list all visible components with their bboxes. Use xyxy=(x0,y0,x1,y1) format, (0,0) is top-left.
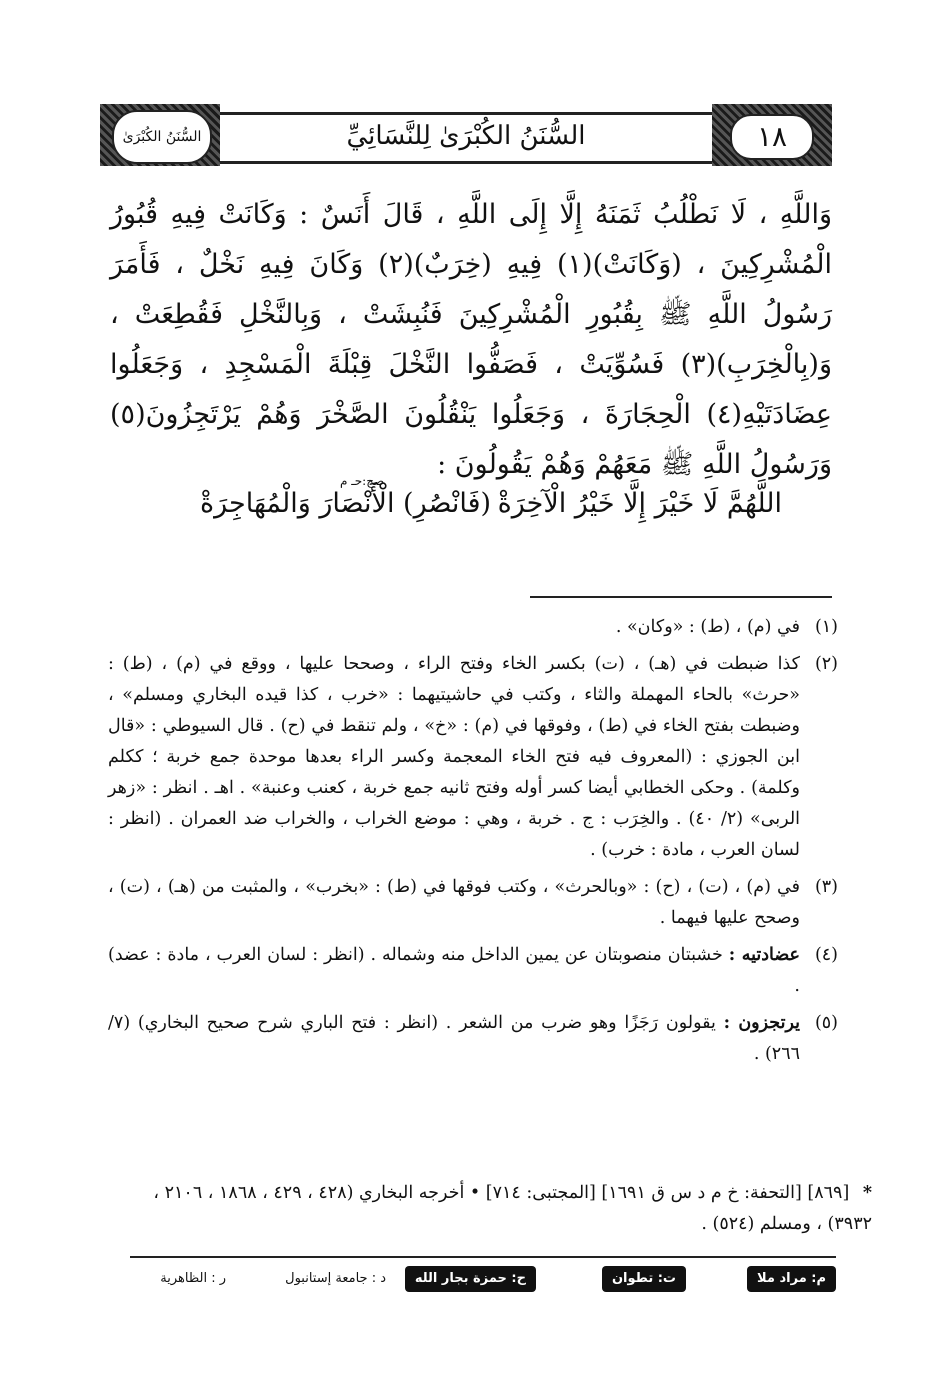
star-icon: * xyxy=(862,1183,872,1203)
hadith-paragraph: وَاللَّهِ ، لَا نَطْلُبُ ثَمَنَهُ إِلَّا إِلَى اللَّهِ ، قَالَ أَنَسٌ : وَكَانَتْ فِيهِ قُبُورُ الْمُشْرِكِينَ ، (وَكَانَتْ)(١) فِيهِ (خِرَبٌ)(٢) وَكَانَ فِيهِ نَخْلٌ ، فَأَمَرَ رَسُولُ اللَّهِ ﷺ بِقُبُورِ الْمُشْرِكِينَ فَنُبِشَتْ ، وَبِالنَّخْلِ فَقُطِعَتْ ، وَ(بِالْخِرَبِ)(٣) فَسُوِّيَتْ ، فَصَفُّوا النَّخْلَ قِبْلَةَ الْمَسْجِدِ ، وَجَعَلُوا عِضَادَتَيْهِ(٤) الْحِجَارَةَ ، وَجَعَلُوا يَنْقُلُونَ الصَّخْرَ وَهُمْ يَرْتَجِزُونَ(٥) وَرَسُولُ اللَّهِ ﷺ مَعَهُمْ وَهُمْ يَقُولُونَ : xyxy=(110,199,832,480)
footnote-number: (٢) xyxy=(814,654,838,674)
takhrij-note xyxy=(108,1178,872,1240)
verse-marker: صح:حـ م xyxy=(340,474,385,488)
footnote-text: في (م) ، (ط) : «وكان» . xyxy=(615,617,800,637)
manuscript-tag-m: م: مراد ملا xyxy=(747,1266,836,1292)
footnote-text: خشبتان منصوبتان عن يمين الداخل منه وشماله . (انظر : لسان العرب ، مادة : عضد) . xyxy=(108,945,800,996)
takhrij-text: [٨٦٩] [التحفة: خ م د س ق ١٦٩١] [المجتبى: ٧١٤] • أخرجه البخاري (٤٢٨ ، ٤٢٩ ، ١٨٦٨ ، ٢١٠٦ ، ٣٩٣٢) ، ومسلم (٥٢٤) . xyxy=(153,1183,872,1234)
manuscript-tag-h: ح: حمزة بجار الله xyxy=(405,1266,536,1292)
footnote xyxy=(108,649,838,866)
footnote xyxy=(108,940,838,1002)
main-text xyxy=(110,190,832,490)
footnote-term: يرتجزون : xyxy=(723,1013,800,1033)
footnote xyxy=(108,872,838,934)
footnote-separator xyxy=(530,596,832,598)
page-number: ١٨ xyxy=(730,114,814,160)
footnote-text: في (م) ، (ت) ، (ح) : «وبالحرث» ، وكتب فوقها في (ط) : «بخرب» ، والمثبت من (هـ) ، (ت) ، وصحح عليها فيهما . xyxy=(108,877,800,928)
manuscript-label-r: ر : الظاهرية xyxy=(160,1271,226,1286)
book-title: السُّنَنُ الكُبْرَىٰ لِلنَّسَائِيِّ xyxy=(346,121,586,151)
footnote xyxy=(108,1008,838,1070)
footnote-text: يقولون رَجَزًا وهو ضرب من الشعر . (انظر : فتح الباري شرح صحيح البخاري) (٧/ ٢٦٦) . xyxy=(108,1013,800,1064)
verse-hemistich-1: اللَّهُمَّ لَا خَيْرَ إِلَّا خَيْرُ الْآخِرَةْ xyxy=(497,488,782,519)
poetry-verse xyxy=(110,474,832,538)
manuscript-tag-t: ت: تطوان xyxy=(602,1266,686,1292)
footer-separator xyxy=(130,1256,836,1258)
header-title-band xyxy=(220,112,712,164)
footnote-term: عضادتيه : xyxy=(728,945,800,965)
footnote-number: (٣) xyxy=(814,877,838,897)
footnote-text: كذا ضبطت في (هـ) ، (ت) بكسر الخاء وفتح الراء ، وصححا عليها ، ووقع في (م) ، (ط) : «حرث» بالحاء المهملة والثاء ، وكتب في حاشيتيهما : «خرب ، كذا قيده البخاري ومسلم» ، وضبطت بفتح الخاء في (ط) ، وفوقها في (م) : «خ» ، ولم تنقط في (ح) . قال السيوطي : «قال ابن الجوزي : (المعروف فيه فتح الخاء المعجمة وكسر الراء بعدها موحدة جمع خربة ؛ ككلم وكلمة) . وحكى الخطابي أيضا كسر أوله وفتح ثانيه جمع خربة ، كعنب وعنبة» . اهـ . انظر : «زهر الربى» (٢/ ٤٠) . والخِرَب : ج . خربة ، وهي : موضع الخراب ، والخراب ضد العمران . (انظر : لسان العرب ، مادة : خرب) . xyxy=(108,654,801,860)
footnotes xyxy=(108,612,838,1076)
book-seal-logo: السُّنَنُ الكُبْرَىٰ xyxy=(112,110,212,164)
manuscript-label-d: د : جامعة إستانبول xyxy=(285,1271,386,1286)
footnote-number: (٥) xyxy=(814,1013,838,1033)
page-header xyxy=(100,104,832,166)
verse-hemistich-2: (فَانْصُرِ) الْأَنْصَارَ وَالْمُهَاجِرَةْ xyxy=(200,488,492,519)
footnote-number: (٤) xyxy=(814,945,838,965)
footnote-number: (١) xyxy=(814,617,838,637)
footnote xyxy=(108,612,838,643)
manuscript-legend xyxy=(130,1266,836,1296)
